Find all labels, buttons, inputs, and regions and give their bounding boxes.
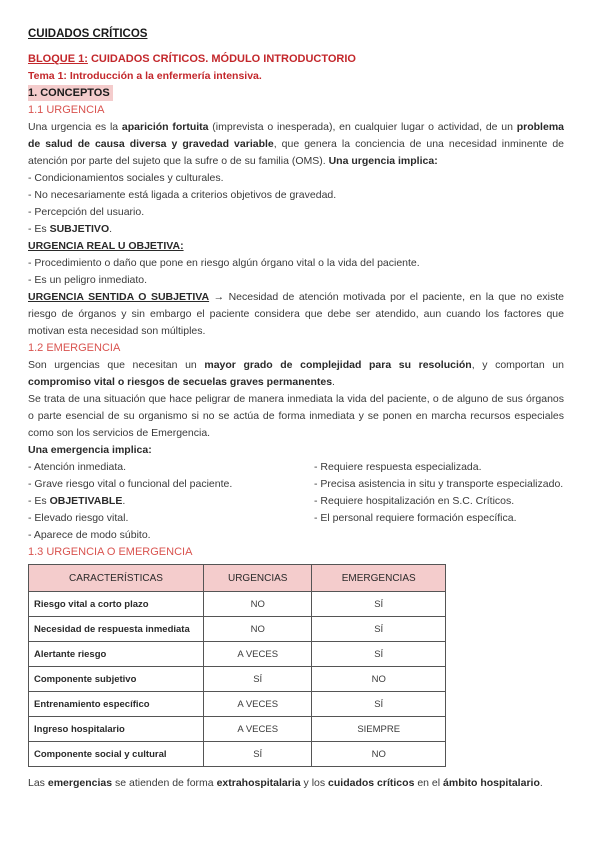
emergencia-implica-heading: Una emergencia implica: [28,444,152,456]
header-emergencias: EMERGENCIAS [312,565,446,592]
table-row: Entrenamiento específico A VECES SÍ [29,692,446,717]
table-row: Alertante riesgo A VECES SÍ [29,642,446,667]
list-item: - El personal requiere formación específica. [314,512,517,524]
list-item: - Es SUBJETIVO. [28,223,113,235]
header-urgencias: URGENCIAS [204,565,312,592]
list-item: - Es OBJETIVABLE. [28,495,126,507]
table-row: Ingreso hospitalario A VECES SIEMPRE [29,717,446,742]
bloque-prefix: BLOQUE 1: [28,53,88,65]
list-item: - Requiere respuesta especializada. [314,461,482,473]
list-item: - Condicionamientos sociales y culturales. [28,172,224,184]
bloque-heading [28,51,564,68]
urgencia-real-heading: URGENCIA REAL U OBJETIVA: [28,240,184,252]
header-caracteristicas: CARACTERÍSTICAS [29,565,204,592]
comparacion-footer: Las emergencias se atienden de forma extrahospitalaria y los cuidados críticos en el ámbito hospitalario. [28,777,543,789]
list-item: - Es un peligro inmediato. [28,274,148,286]
list-item: - Atención inmediata. [28,461,127,473]
tema-heading: Tema 1: Introducción a la enfermería intensiva. [28,70,262,82]
emergencia-description: Se trata de una situación que hace peligrar de manera inmediata la vida del paciente, o de alguno de sus órganos o parte esencial de su organismo si no se actúa de forma inmediata y se ponen en marcha recursos especiales como son los servicios de Emergencia. [28,393,564,439]
implica-left-column [28,459,314,544]
emergencia-heading: 1.2 EMERGENCIA [28,342,121,354]
list-item: - Elevado riesgo vital. [28,512,129,524]
comparacion-heading: 1.3 URGENCIA O EMERGENCIA [28,546,193,558]
list-item: - Procedimiento o daño que pone en riesgo algún órgano vital o la vida del paciente. [28,257,420,269]
doc-title: CUIDADOS CRÍTICOS [28,28,148,40]
implica-right-column [314,459,564,544]
section-heading: 1. CONCEPTOS [28,85,113,101]
table-row: Necesidad de respuesta inmediata NO SÍ [29,617,446,642]
bloque-title: CUIDADOS CRÍTICOS. MÓDULO INTRODUCTORIO [87,53,356,65]
table-row: Riesgo vital a corto plazo NO SÍ [29,592,446,617]
list-item: - Requiere hospitalización en S.C. Críticos. [314,495,515,507]
list-item: - Aparece de modo súbito. [28,529,151,541]
table-row: Componente social y cultural SÍ NO [29,742,446,767]
comparison-table [28,564,446,767]
list-item: - Precisa asistencia in situ y transporte especializado. [314,478,564,490]
table-header-row [29,565,446,592]
emergencia-intro: Son urgencias que necesitan un mayor grado de complejidad para su resolución, y comportan un compromiso vital o riesgos de secuelas graves permanentes. [28,359,564,388]
emergencia-implica-columns [28,459,564,544]
urgencia-sentida: URGENCIA SENTIDA O SUBJETIVA → Necesidad de atención motivada por el paciente, en la que no existe riesgo de órganos y sin embargo el paciente considera que debe ser atendido, aun cuando los factores que motivan esta necesidad son múltiples. [28,291,564,337]
table-row: Componente subjetivo SÍ NO [29,667,446,692]
list-item: - Percepción del usuario. [28,206,145,218]
list-item: - No necesariamente está ligada a criterios objetivos de gravedad. [28,189,337,201]
urgencia-heading: 1.1 URGENCIA [28,104,105,116]
urgencia-intro: Una urgencia es la aparición fortuita (imprevista o inesperada), en cualquier lugar o actividad, de un problema de salud de causa diversa y gravedad variable, que genera la conciencia de una necesidad inminente de atención por parte del sujeto que la sufre o de su familia (OMS). Una urgencia implica: [28,121,564,167]
list-item: - Grave riesgo vital o funcional del paciente. [28,478,233,490]
